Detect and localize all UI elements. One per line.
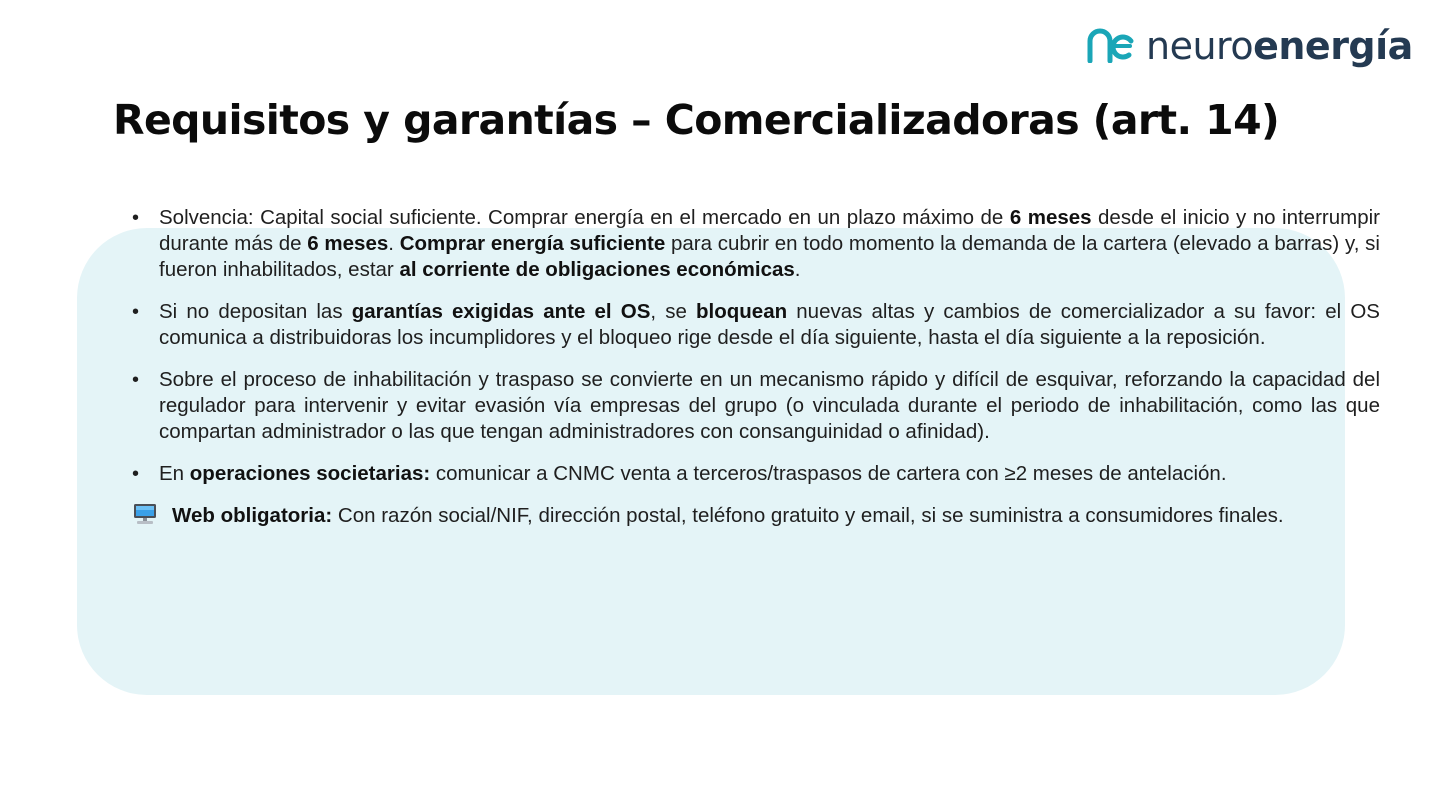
- text-run: .: [794, 258, 801, 281]
- text-run-bold: 6 meses: [1009, 206, 1092, 229]
- text-run: Solvencia: Capital social suficiente. Comprar energía en el mercado en un plazo máximo de: [159, 206, 1010, 229]
- text-run: Sobre el proceso de inhabilitación y traspaso se convierte en un mecanismo rápido y difícil de esquivar, reforzando la capacidad del regulador para intervenir y evitar evasión vía empresas del grupo (o vinculada durante el periodo de inhabilitación, como las que compartan administrador o las que tengan administradores con consanguinidad o afinidad).: [159, 368, 1380, 443]
- text-run-bold: garantías exigidas ante el OS: [351, 300, 651, 323]
- logo-text-bold: energía: [1253, 24, 1413, 68]
- bullet-dot-icon: •: [132, 207, 140, 229]
- text-run: .: [388, 232, 400, 255]
- text-run: nuevas altas y cambios de comercializador a su favor: el OS comunica a distribuidoras los incumplidores y el bloqueo rige desde el día siguiente, hasta el día siguiente a la reposición.: [159, 300, 1380, 349]
- neuroenergia-logo: [1086, 24, 1416, 70]
- logo-wordmark: [1146, 24, 1413, 68]
- text-run-bold: bloquean: [696, 300, 788, 323]
- text-run: , se: [650, 300, 697, 323]
- text-run-bold: Comprar energía suficiente: [399, 232, 666, 255]
- web-note-label: Web obligatoria:: [172, 504, 333, 527]
- slide-content: [132, 205, 1380, 529]
- text-run: En: [159, 462, 190, 485]
- bullet-dot-icon: •: [132, 301, 140, 323]
- bullet-item-operaciones: [132, 461, 1380, 487]
- text-run: Si no depositan las: [159, 300, 352, 323]
- text-run: para cubrir en todo momento la demanda de la cartera (elevado a barras) y, si fueron inhabilitados, estar: [159, 232, 1380, 281]
- text-run-bold: operaciones societarias:: [189, 462, 431, 485]
- text-run-bold: 6 meses: [307, 232, 389, 255]
- bullet-text: [159, 205, 1380, 283]
- computer-icon: [132, 503, 158, 525]
- bullet-item-inhabilitacion: [132, 367, 1380, 445]
- logo-text-light: neuro: [1146, 24, 1254, 68]
- bullet-list: [132, 205, 1380, 487]
- ne-logo-mark-icon: [1086, 27, 1134, 63]
- bullet-item-solvencia: [132, 205, 1380, 283]
- slide-title: Requisitos y garantías – Comercializadoras (art. 14): [113, 96, 1280, 144]
- web-obligatoria-note: [132, 503, 1380, 529]
- bullet-text: [159, 299, 1380, 351]
- bullet-item-garantias: [132, 299, 1380, 351]
- bullet-dot-icon: •: [132, 369, 140, 391]
- bullet-text: [159, 367, 1380, 445]
- web-note-text: Con razón social/NIF, dirección postal, teléfono gratuito y email, si se suministra a consumidores finales.: [332, 504, 1284, 527]
- bullet-text: [159, 461, 1380, 487]
- text-run: desde el inicio y no interrumpir durante más de: [159, 206, 1380, 255]
- text-run: comunicar a CNMC venta a terceros/traspasos de cartera con ≥2 meses de antelación.: [430, 462, 1227, 485]
- text-run-bold: al corriente de obligaciones económicas: [399, 258, 795, 281]
- bullet-dot-icon: •: [132, 463, 140, 485]
